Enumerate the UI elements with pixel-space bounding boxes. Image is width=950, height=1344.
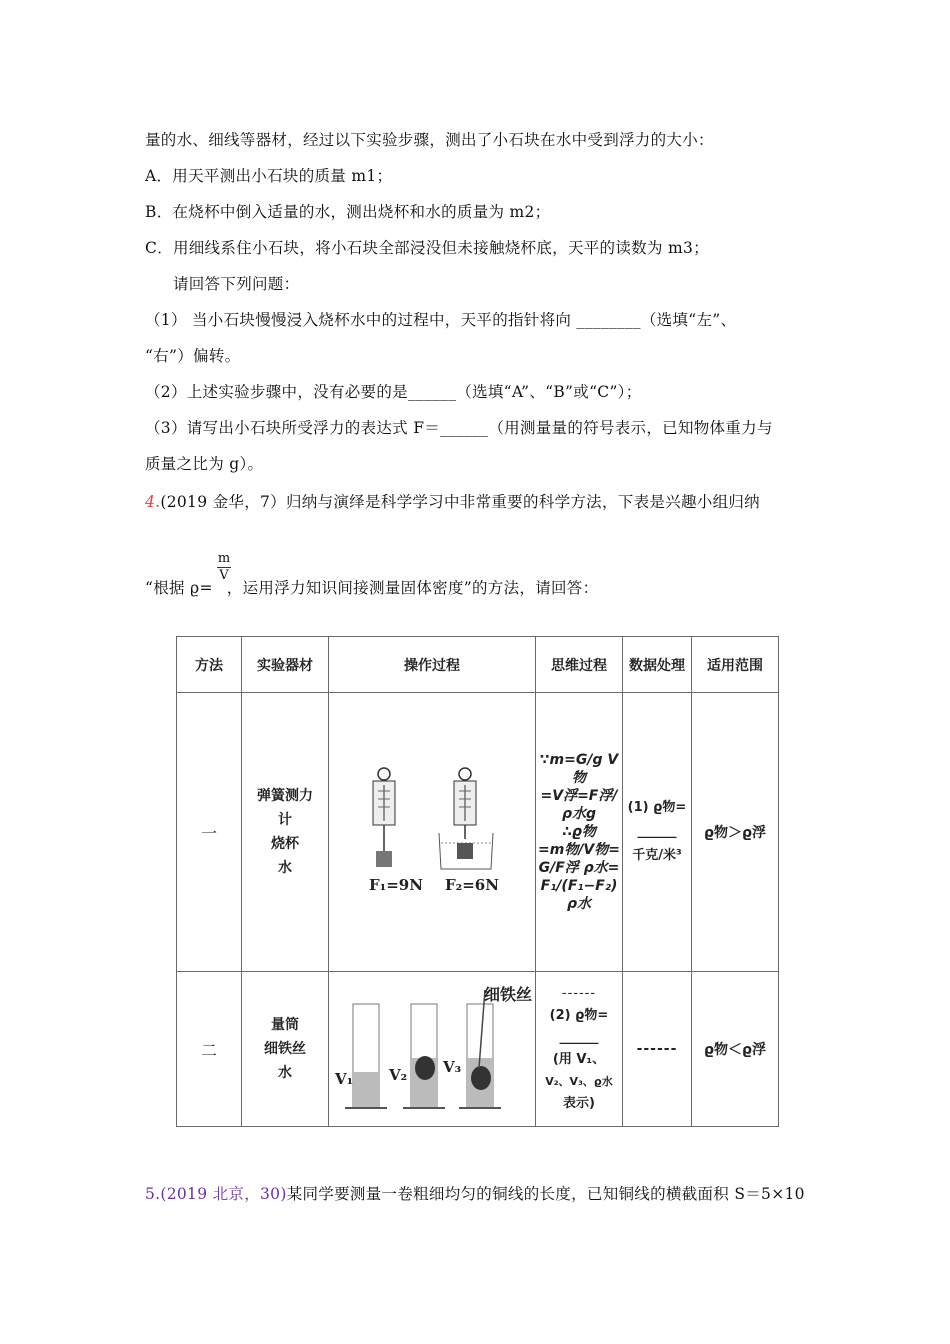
think-step: 表示) [563,1096,595,1111]
row2-operation [329,972,536,1127]
question-4-text: (2019 金华，7）归纳与演绎是科学学习中非常重要的科学方法，下表是兴趣小组归纳 [160,493,760,511]
question-4-number: 4. [145,493,161,511]
table-header-row [177,637,779,693]
think-step: (2) ϱ物= [549,1008,609,1023]
q4-line2-a: “根据 ϱ= [145,579,213,597]
q4-line2-b: ，运用浮力知识间接测量固体密度”的方法，请回答： [226,579,599,597]
fraction-numerator: m [217,551,231,566]
header-operation: 操作过程 [329,637,536,693]
f1-label: F₁=9N [369,876,423,894]
question-3: （3）请写出小石块所受浮力的表达式 F＝______（用测量量的符号表示，已知物体重力与 [145,419,773,437]
data-line: 千克/米³ [632,848,682,863]
option-b: B．在烧杯中倒入适量的水，测出烧杯和水的质量为 m2； [145,203,551,221]
question-5-source: 5.(2019 北京，30) [145,1185,287,1203]
option-c: C．用细线系住小石块，将小石块全部浸没但未接触烧杯底，天平的读数为 m3； [145,239,709,257]
prompt-line: 请回答下列问题： [173,275,300,293]
option-a: A．用天平测出小石块的质量 m1； [145,167,393,185]
think-step: V₂、V₃、ϱ水 [545,1075,613,1088]
row1-thinking [536,693,623,972]
method-table [176,636,779,1127]
v3-label: V₃ [443,1058,462,1076]
row2-equipment [242,972,329,1127]
data-line: ______ [637,824,677,839]
think-step: ______ [559,1030,599,1045]
think-step: =m物/V物= [538,842,620,858]
question-5-text: 某同学要测量一卷粗细均匀的铜线的长度，已知铜线的横截面积 S＝5×10 [286,1185,805,1203]
row1-range: ϱ物＞ϱ浮 [692,693,779,972]
equip-item: 水 [278,1065,292,1081]
header-data: 数据处理 [623,637,692,693]
table-row [177,693,779,972]
question-5-heading [145,1182,805,1204]
think-step: (用 V₁、 [552,1052,606,1067]
equip-item: 弹簧测力 [257,788,313,804]
think-step: ∵m=G/g V物 [539,752,619,786]
think-step: =V浮=F浮/ρ水g [540,788,618,822]
row1-data [623,693,692,972]
row2-method: 二 [177,972,242,1127]
row1-operation [329,693,536,972]
table-row [177,972,779,1127]
question-2: （2）上述实验步骤中，没有必要的是______（选填“A”、“B”或“C”）； [145,383,642,401]
header-equipment: 实验器材 [242,637,329,693]
question-1: （1） 当小石块慢慢浸入烧杯水中的过程中，天平的指针将向 ________（选填“左”、 [145,311,737,329]
row1-equipment [242,693,329,972]
header-range: 适用范围 [692,637,779,693]
question-3-cont: 质量之比为 g）。 [145,455,264,473]
wire-label: 细铁丝 [484,985,533,1004]
think-step: G/F浮 ρ水= [538,860,620,876]
question-4-line2 [145,576,598,598]
equip-item: 水 [278,860,292,876]
spring-scale-illustration [329,693,535,971]
fraction-denominator: V [219,568,229,583]
think-step: ------ [561,986,597,1001]
equip-item: 细铁丝 [264,1041,306,1057]
graduated-cylinder-illustration [329,972,535,1126]
data-line: (1) ϱ物= [627,800,687,815]
row1-method: 一 [177,693,242,972]
equip-item: 计 [278,812,292,828]
text-line: 量的水、细线等器材，经过以下实验步骤，测出了小石块在水中受到浮力的大小： [145,131,714,149]
question-4-heading [145,490,760,512]
equip-item: 烧杯 [271,836,299,852]
question-1-cont: “右”）偏转。 [145,347,241,365]
header-method: 方法 [177,637,242,693]
v1-label: V₁ [335,1070,354,1088]
think-step: ∴ϱ物 [562,824,596,840]
f2-label: F₂=6N [445,876,499,894]
row2-range: ϱ物＜ϱ浮 [692,972,779,1127]
header-thinking: 思维过程 [536,637,623,693]
row2-data: ------ [623,972,692,1127]
v2-label: V₂ [389,1066,408,1084]
row2-thinking [536,972,623,1127]
think-step: F₁/(F₁−F₂) ρ水 [540,878,618,912]
equip-item: 量筒 [271,1017,299,1033]
